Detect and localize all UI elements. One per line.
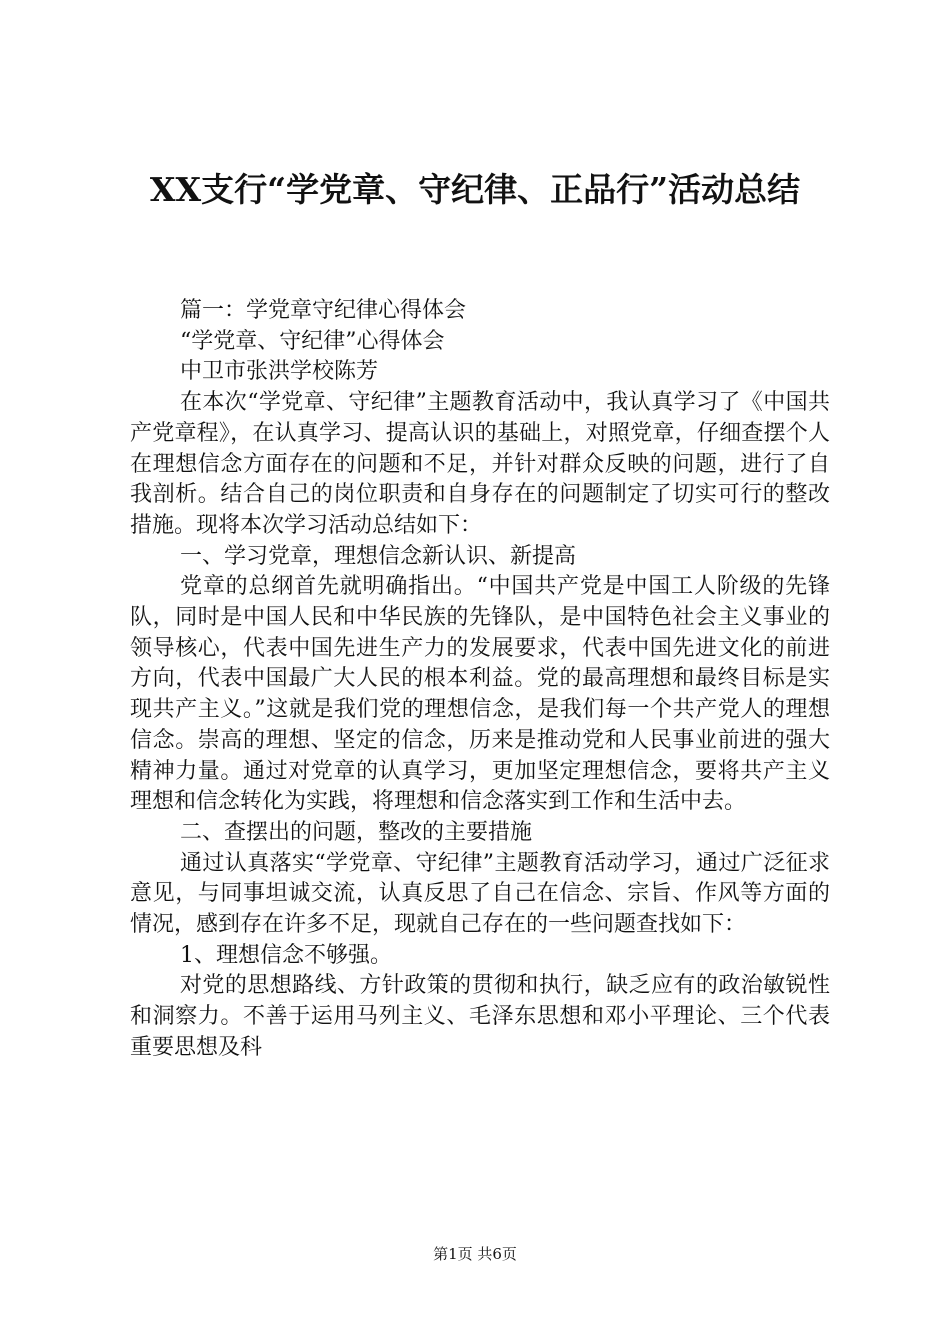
paragraph-problems: 通过认真落实“学党章、守纪律”主题教育活动学习，通过广泛征求意见，与同事坦诚交流，认真反思了自己在信念、宗旨、作风等方面的情况，感到存在许多不足，现就自己存在的一些问题查找如下： xyxy=(130,850,830,938)
paragraph-party-constitution: 党章的总纲首先就明确指出。“中国共产党是中国工人阶级的先锋队，同时是中国人民和中华民族的先锋队，是中国特色社会主义事业的领导核心，代表中国先进生产力的发展要求，代表中国先进文化的前进方向，代表中国最广大人民的根本利益。党的最高理想和最终目标是实现共产主义。”这就是我们党的理想信念，是我们每一个共产党人的理想信念。崇高的理想、坚定的信念，历来是推动党和人民事业前进的强大精神力量。通过对党章的认真学习，更加坚定理想信念，要将共产主义理想和信念转化为实践，将理想和信念落实到工作和生活中去。 xyxy=(130,574,830,815)
paragraph-section-heading: 篇一：学党章守纪律心得体会 xyxy=(180,298,467,323)
document-title: XX支行“学党章、守纪律、正品行”活动总结 xyxy=(149,170,801,209)
paragraph-intro: 在本次“学党章、守纪律”主题教育活动中，我认真学习了《中国共产党章程》，在认真学习、提高认识的基础上，对照党章，仔细查摆个人在理想信念方面存在的问题和不足，并针对群众反映的问题，进行了自我剖析。结合自己的岗位职责和自身存在的问题制定了切实可行的整改措施。现将本次学习活动总结如下： xyxy=(130,390,830,538)
document-body xyxy=(130,296,830,1064)
heading-part-one: 一、学习党章，理想信念新认识、新提高 xyxy=(180,543,577,569)
paragraph-ideology: 对党的思想路线、方针政策的贯彻和执行，缺乏应有的政治敏锐性和洞察力。不善于运用马列主义、毛泽东思想和邓小平理论、三个代表重要思想及科 xyxy=(130,973,830,1060)
heading-part-two: 二、查摆出的问题，整改的主要措施 xyxy=(180,819,533,845)
paragraph-author: 中卫市张洪学校陈芳 xyxy=(180,359,379,385)
page-number: 第1页 共6页 xyxy=(433,1245,517,1263)
list-item-1: 1、理想信念不够强。 xyxy=(180,942,392,968)
paragraph-subtitle: “学党章、守纪律”心得体会 xyxy=(180,328,445,354)
